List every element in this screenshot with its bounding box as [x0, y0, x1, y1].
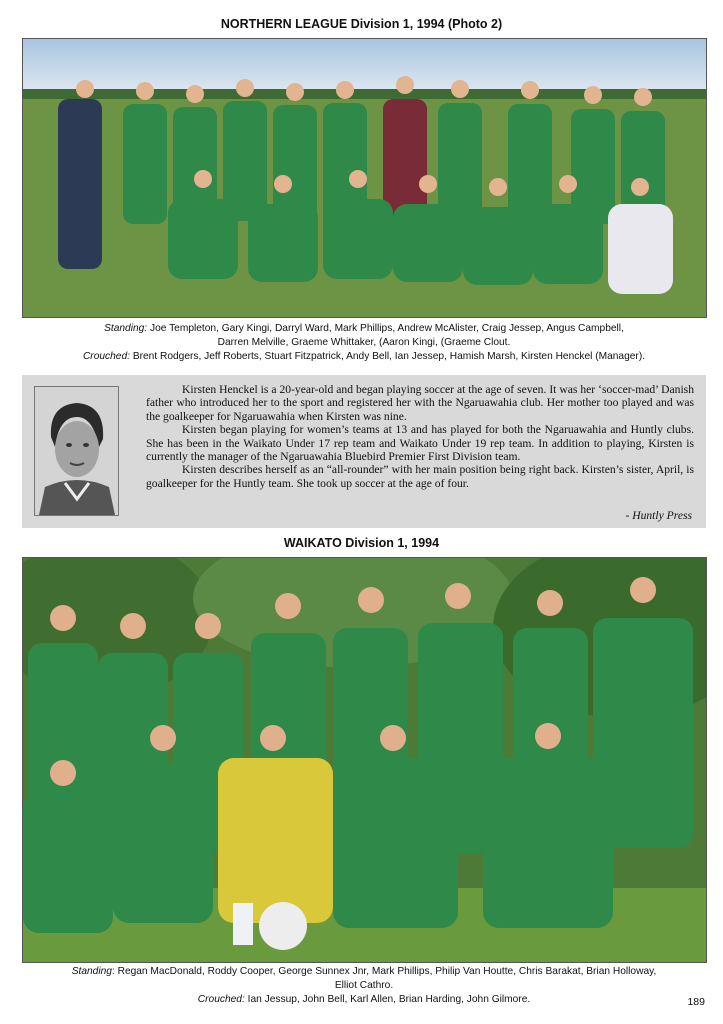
photo2-heading: WAIKATO Division 1, 1994: [283, 536, 440, 550]
standing-names: : Regan MacDonald, Roddy Cooper, George Sunnex Jnr, Mark Phillips, Philip Van Houtte, Chris Barakat, Brian Holloway,: [111, 966, 657, 977]
article-paragraph: Kirsten describes herself as an “all-rounder” with her main position being right back. Kirsten’s sister, April, is goalkeeper for the Huntly team. She took up soccer at the age of four.: [146, 463, 694, 490]
article-source: - Huntly Press: [625, 509, 692, 522]
crouched-label: Crouched:: [82, 351, 130, 362]
kirsten-portrait: [34, 386, 119, 516]
photo2-standing-line-2: Elliot Cathro.: [334, 980, 394, 991]
article-text: [146, 383, 694, 490]
standing-names: Joe Templeton, Gary Kingi, Darryl Ward, Mark Phillips, Andrew McAlister, Craig Jessep, Angus Campbell,: [150, 323, 624, 334]
page-number: 189: [687, 996, 705, 1008]
photo2-caption: [22, 965, 706, 1007]
photo2-standing-line: [22, 965, 706, 979]
crouched-names: Ian Jessup, John Bell, Karl Allen, Brian Harding, John Gilmore.: [244, 994, 531, 1005]
photo1-crouched-line: [22, 350, 706, 364]
article-box: [22, 375, 706, 528]
photo1-caption: [22, 322, 706, 364]
article-paragraph: Kirsten began playing for women’s teams at 13 and has played for both the Ngaruawahia and Huntly clubs. She has been in the Waikato Under 17 rep team and Waikato Under 19 rep team. In addition to playing, Kirsten is currently the manager of the Ngaruawahia Bluebird Premier First Division team.: [146, 423, 694, 464]
team-photo-waikato: [22, 557, 707, 963]
photo1-standing-line: [22, 322, 706, 336]
article-paragraph: Kirsten Henckel is a 20-year-old and began playing soccer at the age of seven. It was her ‘soccer-mad’ Danish father who introduced her to the sport and registered her with the Ngaruawahia club. Her mother too played and was the goalkeeper for Ngaruawahia when Kirsten was nine.: [146, 383, 694, 423]
crouched-label: Crouched:: [197, 994, 245, 1005]
standing-label: Standing: [71, 966, 112, 977]
photo2-crouched-line: [22, 993, 706, 1007]
photo1-standing-line-2: Darren Melville, Graeme Whittaker, (Aaron Kingi, (Graeme Clout.: [217, 337, 511, 348]
photo1-heading: NORTHERN LEAGUE Division 1, 1994 (Photo 2): [220, 17, 503, 31]
standing-label: Standing:: [104, 323, 148, 334]
team-photo-northern-league: [22, 38, 707, 318]
crouched-names: Brent Rodgers, Jeff Roberts, Stuart Fitzpatrick, Andy Bell, Ian Jessep, Hamish Marsh, Kirsten Henckel (Manager).: [132, 351, 646, 362]
